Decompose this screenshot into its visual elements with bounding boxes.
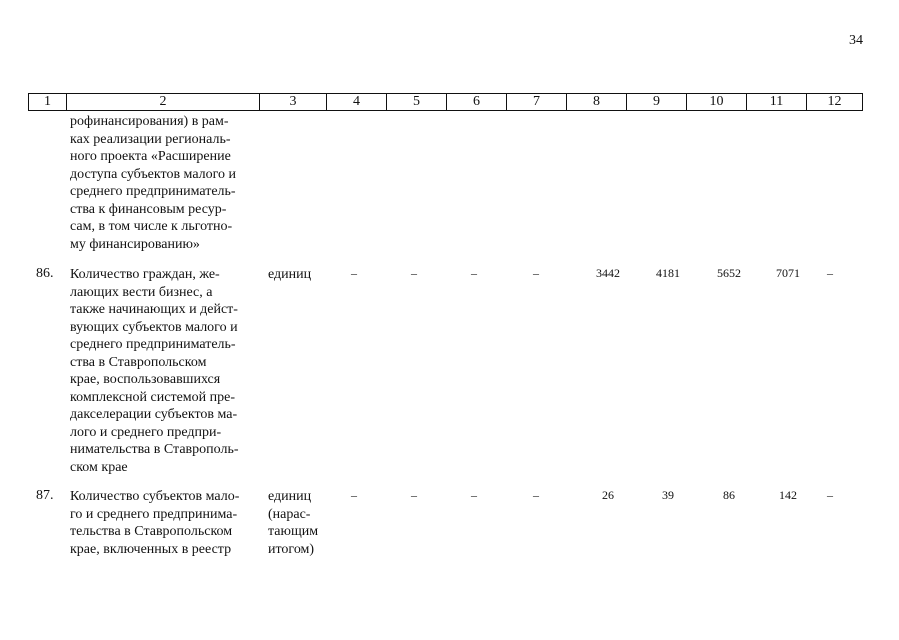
unit-of-measure: единиц (нарас- тающим итогом) <box>268 489 319 557</box>
value-cell: 142 <box>779 488 797 502</box>
column-header-row <box>28 93 863 111</box>
row-number: 87. <box>36 488 54 503</box>
column-header: 12 <box>807 94 863 111</box>
value-cell: – <box>351 266 357 280</box>
page-number: 34 <box>849 33 863 48</box>
value-cell: 7071 <box>776 266 800 280</box>
unit-of-measure: единиц <box>268 267 312 282</box>
value-cell: – <box>827 488 833 502</box>
indicator-name: рофинансирования) в рам- ках реализации региональ- ного проекта «Расширение доступа субъектов малого и среднего предприниматель- ства к финансовым ресур- сам, в том числе к льготно- му финансированию» <box>70 114 237 252</box>
row-number: 86. <box>36 266 54 281</box>
value-cell: – <box>827 266 833 280</box>
value-cell: – <box>471 488 477 502</box>
column-header: 9 <box>627 94 687 111</box>
value-cell: 4181 <box>656 266 680 280</box>
value-cell: 3442 <box>596 266 620 280</box>
value-cell: – <box>411 266 417 280</box>
value-cell: – <box>411 488 417 502</box>
column-header: 1 <box>29 94 67 111</box>
column-header: 8 <box>567 94 627 111</box>
value-cell: 5652 <box>717 266 741 280</box>
value-cell: – <box>533 266 539 280</box>
column-header: 10 <box>687 94 747 111</box>
column-header: 3 <box>260 94 327 111</box>
column-header: 5 <box>387 94 447 111</box>
value-cell: 39 <box>662 488 674 502</box>
value-cell: 86 <box>723 488 735 502</box>
column-header: 7 <box>507 94 567 111</box>
column-header: 2 <box>67 94 260 111</box>
column-header: 4 <box>327 94 387 111</box>
column-header: 11 <box>747 94 807 111</box>
column-header: 6 <box>447 94 507 111</box>
value-cell: – <box>533 488 539 502</box>
indicator-name: Количество граждан, же- лающих вести бизнес, а также начинающих и дейст- вующих субъектов малого и среднего предприниматель- ства в Ставропольском крае, воспользовавшихся комплексной системой пре- дакселерации субъектов ма- лого и среднего предпри- нимательства в Ставрополь- ском крае <box>70 267 239 475</box>
value-cell: 26 <box>602 488 614 502</box>
value-cell: – <box>351 488 357 502</box>
value-cell: – <box>471 266 477 280</box>
indicator-name: Количество субъектов мало- го и среднего предпринима- тельства в Ставропольском крае, включенных в реестр <box>70 489 240 557</box>
